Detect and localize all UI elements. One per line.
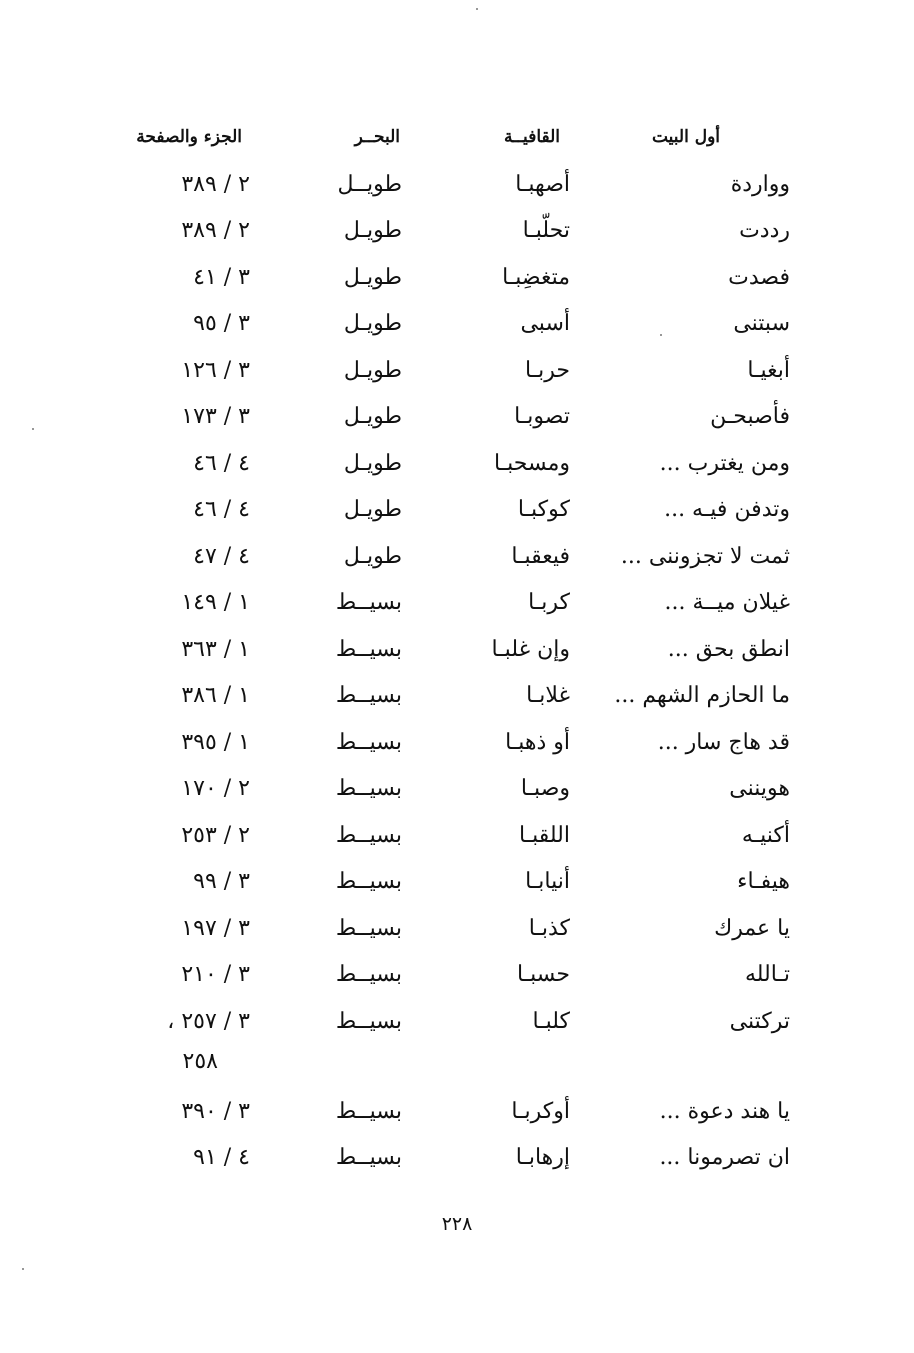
first-words-cell: قد هاج سار ... bbox=[657, 729, 790, 755]
table-row bbox=[120, 583, 790, 630]
rhyme-cell: تصوبـا bbox=[514, 404, 570, 429]
reference-cell: ٣ / ٣٩٠ bbox=[181, 1098, 250, 1124]
meter-cell: طويـل bbox=[343, 311, 402, 336]
reference-cell: ٢ / ٣٨٩ bbox=[181, 218, 250, 243]
rhyme-cell: أنيابـا bbox=[525, 869, 570, 894]
first-words-cell: هيفـاء bbox=[737, 869, 790, 894]
meter-cell: بسيــط bbox=[335, 822, 402, 848]
meter-cell: بسيــط bbox=[335, 1098, 402, 1124]
table-row bbox=[120, 676, 790, 723]
first-words-cell: غيلان ميــة ... bbox=[664, 590, 790, 615]
rhyme-cell: أوكربـا bbox=[511, 1098, 570, 1124]
reference-cell: ٢ / ٢٥٣ bbox=[181, 822, 250, 848]
rhyme-cell: اللقبـا bbox=[518, 822, 570, 848]
rhyme-cell: وإن غلبـا bbox=[491, 636, 570, 662]
meter-cell: طويـل bbox=[343, 218, 402, 243]
reference-cell: ٣ / ١٩٧ bbox=[181, 915, 250, 941]
first-words-cell: أبغيـا bbox=[747, 357, 790, 383]
rhyme-cell: كلبـا bbox=[532, 1008, 570, 1034]
meter-cell: بسيــط bbox=[335, 683, 402, 708]
meter-cell: بسيــط bbox=[335, 636, 402, 662]
reference-line-1: ٣ / ٢٥٧ ، bbox=[167, 1008, 250, 1034]
meter-cell: طويـل bbox=[343, 497, 402, 522]
first-words-cell: فأصبحـن bbox=[710, 404, 790, 429]
first-words-cell: ثمت لا تجزوننى ... bbox=[620, 543, 790, 569]
reference-cell: ٤ / ٤٧ bbox=[193, 543, 250, 569]
meter-cell: طويـل bbox=[343, 404, 402, 429]
reference-cell: ٢ / ٣٨٩ bbox=[181, 171, 250, 197]
table-row bbox=[120, 769, 790, 816]
verse-index-table bbox=[120, 118, 790, 1185]
rhyme-cell: أصهبـا bbox=[515, 171, 570, 197]
reference-cell: ٣ / ٩٥ bbox=[193, 311, 250, 336]
reference-cell: ١ / ٣٩٥ bbox=[181, 729, 250, 755]
table-row bbox=[120, 537, 790, 584]
rhyme-cell: كربـا bbox=[528, 590, 570, 615]
scan-speck bbox=[660, 334, 662, 336]
meter-cell: بسيــط bbox=[335, 729, 402, 755]
rhyme-cell: تحلّبـا bbox=[522, 218, 570, 243]
table-row bbox=[120, 816, 790, 863]
rhyme-cell: حسبـا bbox=[516, 962, 570, 987]
scan-speck bbox=[476, 8, 478, 10]
reference-cell: ٣ / ٩٩ bbox=[193, 869, 250, 894]
table-body bbox=[120, 165, 790, 1185]
table-row bbox=[120, 630, 790, 677]
table-row bbox=[120, 304, 790, 351]
table-row bbox=[120, 723, 790, 770]
first-words-cell: ما الحازم الشهم ... bbox=[614, 683, 790, 708]
reference-cell: ٢ / ١٧٠ bbox=[181, 776, 250, 801]
scan-speck bbox=[22, 1268, 24, 1270]
reference-cell: ١ / ٣٨٦ bbox=[181, 683, 250, 708]
reference-cell: ٤ / ٤٦ bbox=[193, 497, 250, 522]
table-row bbox=[120, 258, 790, 305]
rhyme-cell: متغضِبـا bbox=[502, 264, 570, 290]
first-words-cell: انطق بحق ... bbox=[667, 636, 790, 662]
first-words-cell: رددت bbox=[739, 218, 790, 243]
rhyme-cell: وصبـا bbox=[520, 776, 570, 801]
table-row bbox=[120, 1138, 790, 1185]
table-row bbox=[120, 211, 790, 258]
reference-cell: ٣ / ٢١٠ bbox=[181, 962, 250, 987]
first-words-cell: يا هند دعوة ... bbox=[659, 1098, 790, 1124]
meter-cell: بسيــط bbox=[335, 869, 402, 894]
first-words-cell: ان تصرمونا ... bbox=[659, 1145, 790, 1170]
column-header-meter: البحــر bbox=[354, 127, 400, 147]
first-words-cell: هويننى bbox=[729, 776, 790, 801]
reference-cell: ٤ / ٤٦ bbox=[193, 450, 250, 476]
table-row bbox=[120, 351, 790, 398]
page-number: ٢٢٨ bbox=[441, 1213, 473, 1235]
first-words-cell: سبتنى bbox=[733, 311, 790, 336]
meter-cell: طويــل bbox=[337, 171, 402, 197]
meter-cell: طويـل bbox=[343, 264, 402, 290]
rhyme-cell: إرهابـا bbox=[515, 1145, 570, 1170]
reference-cell: ٣ / ١٧٣ bbox=[181, 404, 250, 429]
rhyme-cell: كذبـا bbox=[528, 915, 570, 941]
column-header-rhyme: القافيــة bbox=[503, 127, 560, 147]
meter-cell: طويـل bbox=[343, 357, 402, 383]
first-words-cell: تركتنى bbox=[729, 1008, 790, 1034]
reference-cell: ١ / ٣٦٣ bbox=[181, 636, 250, 662]
reference-cell: ١ / ١٤٩ bbox=[181, 590, 250, 615]
first-words-cell: ومن يغترب ... bbox=[659, 450, 790, 476]
table-row bbox=[120, 444, 790, 491]
meter-cell: طويـل bbox=[343, 450, 402, 476]
reference-cell bbox=[110, 1002, 250, 1082]
reference-cell: ٤ / ٩١ bbox=[193, 1145, 250, 1170]
first-words-cell: يا عمرك bbox=[714, 915, 790, 941]
table-row bbox=[120, 490, 790, 537]
meter-cell: طويـل bbox=[343, 543, 402, 569]
meter-cell: بسيــط bbox=[335, 962, 402, 987]
rhyme-cell: غلابـا bbox=[526, 683, 570, 708]
table-row bbox=[120, 955, 790, 1002]
meter-cell: بسيــط bbox=[335, 1008, 402, 1034]
meter-cell: بسيــط bbox=[335, 776, 402, 801]
reference-cell: ٣ / ١٢٦ bbox=[181, 357, 250, 383]
column-header-first-words: أول البيت bbox=[651, 127, 720, 147]
table-row bbox=[120, 1002, 790, 1092]
table-row bbox=[120, 397, 790, 444]
table-row bbox=[120, 909, 790, 956]
table-row bbox=[120, 862, 790, 909]
scan-speck bbox=[32, 428, 34, 430]
meter-cell: بسيــط bbox=[335, 1145, 402, 1170]
first-words-cell: وواردة bbox=[730, 171, 790, 197]
first-words-cell: تـالله bbox=[744, 962, 790, 987]
rhyme-cell: حربـا bbox=[524, 357, 570, 383]
table-header-row bbox=[120, 118, 790, 165]
table-row bbox=[120, 1092, 790, 1139]
first-words-cell: وتدفن فيـه ... bbox=[664, 497, 790, 522]
first-words-cell: فصدت bbox=[728, 264, 790, 290]
rhyme-cell: فيعقبـا bbox=[511, 543, 570, 569]
rhyme-cell: كوكبـا bbox=[517, 497, 570, 522]
reference-line-2: ٢٥٨ bbox=[182, 1048, 218, 1074]
rhyme-cell: أسبى bbox=[520, 311, 570, 336]
reference-cell: ٣ / ٤١ bbox=[193, 264, 250, 290]
rhyme-cell: ومسحبـا bbox=[493, 450, 570, 476]
column-header-volume-page: الجزء والصفحة bbox=[136, 127, 242, 147]
meter-cell: بسيــط bbox=[335, 590, 402, 615]
meter-cell: بسيــط bbox=[335, 915, 402, 941]
rhyme-cell: أو ذهبـا bbox=[505, 729, 570, 755]
first-words-cell: أكنيـه bbox=[741, 822, 790, 848]
table-row bbox=[120, 165, 790, 212]
